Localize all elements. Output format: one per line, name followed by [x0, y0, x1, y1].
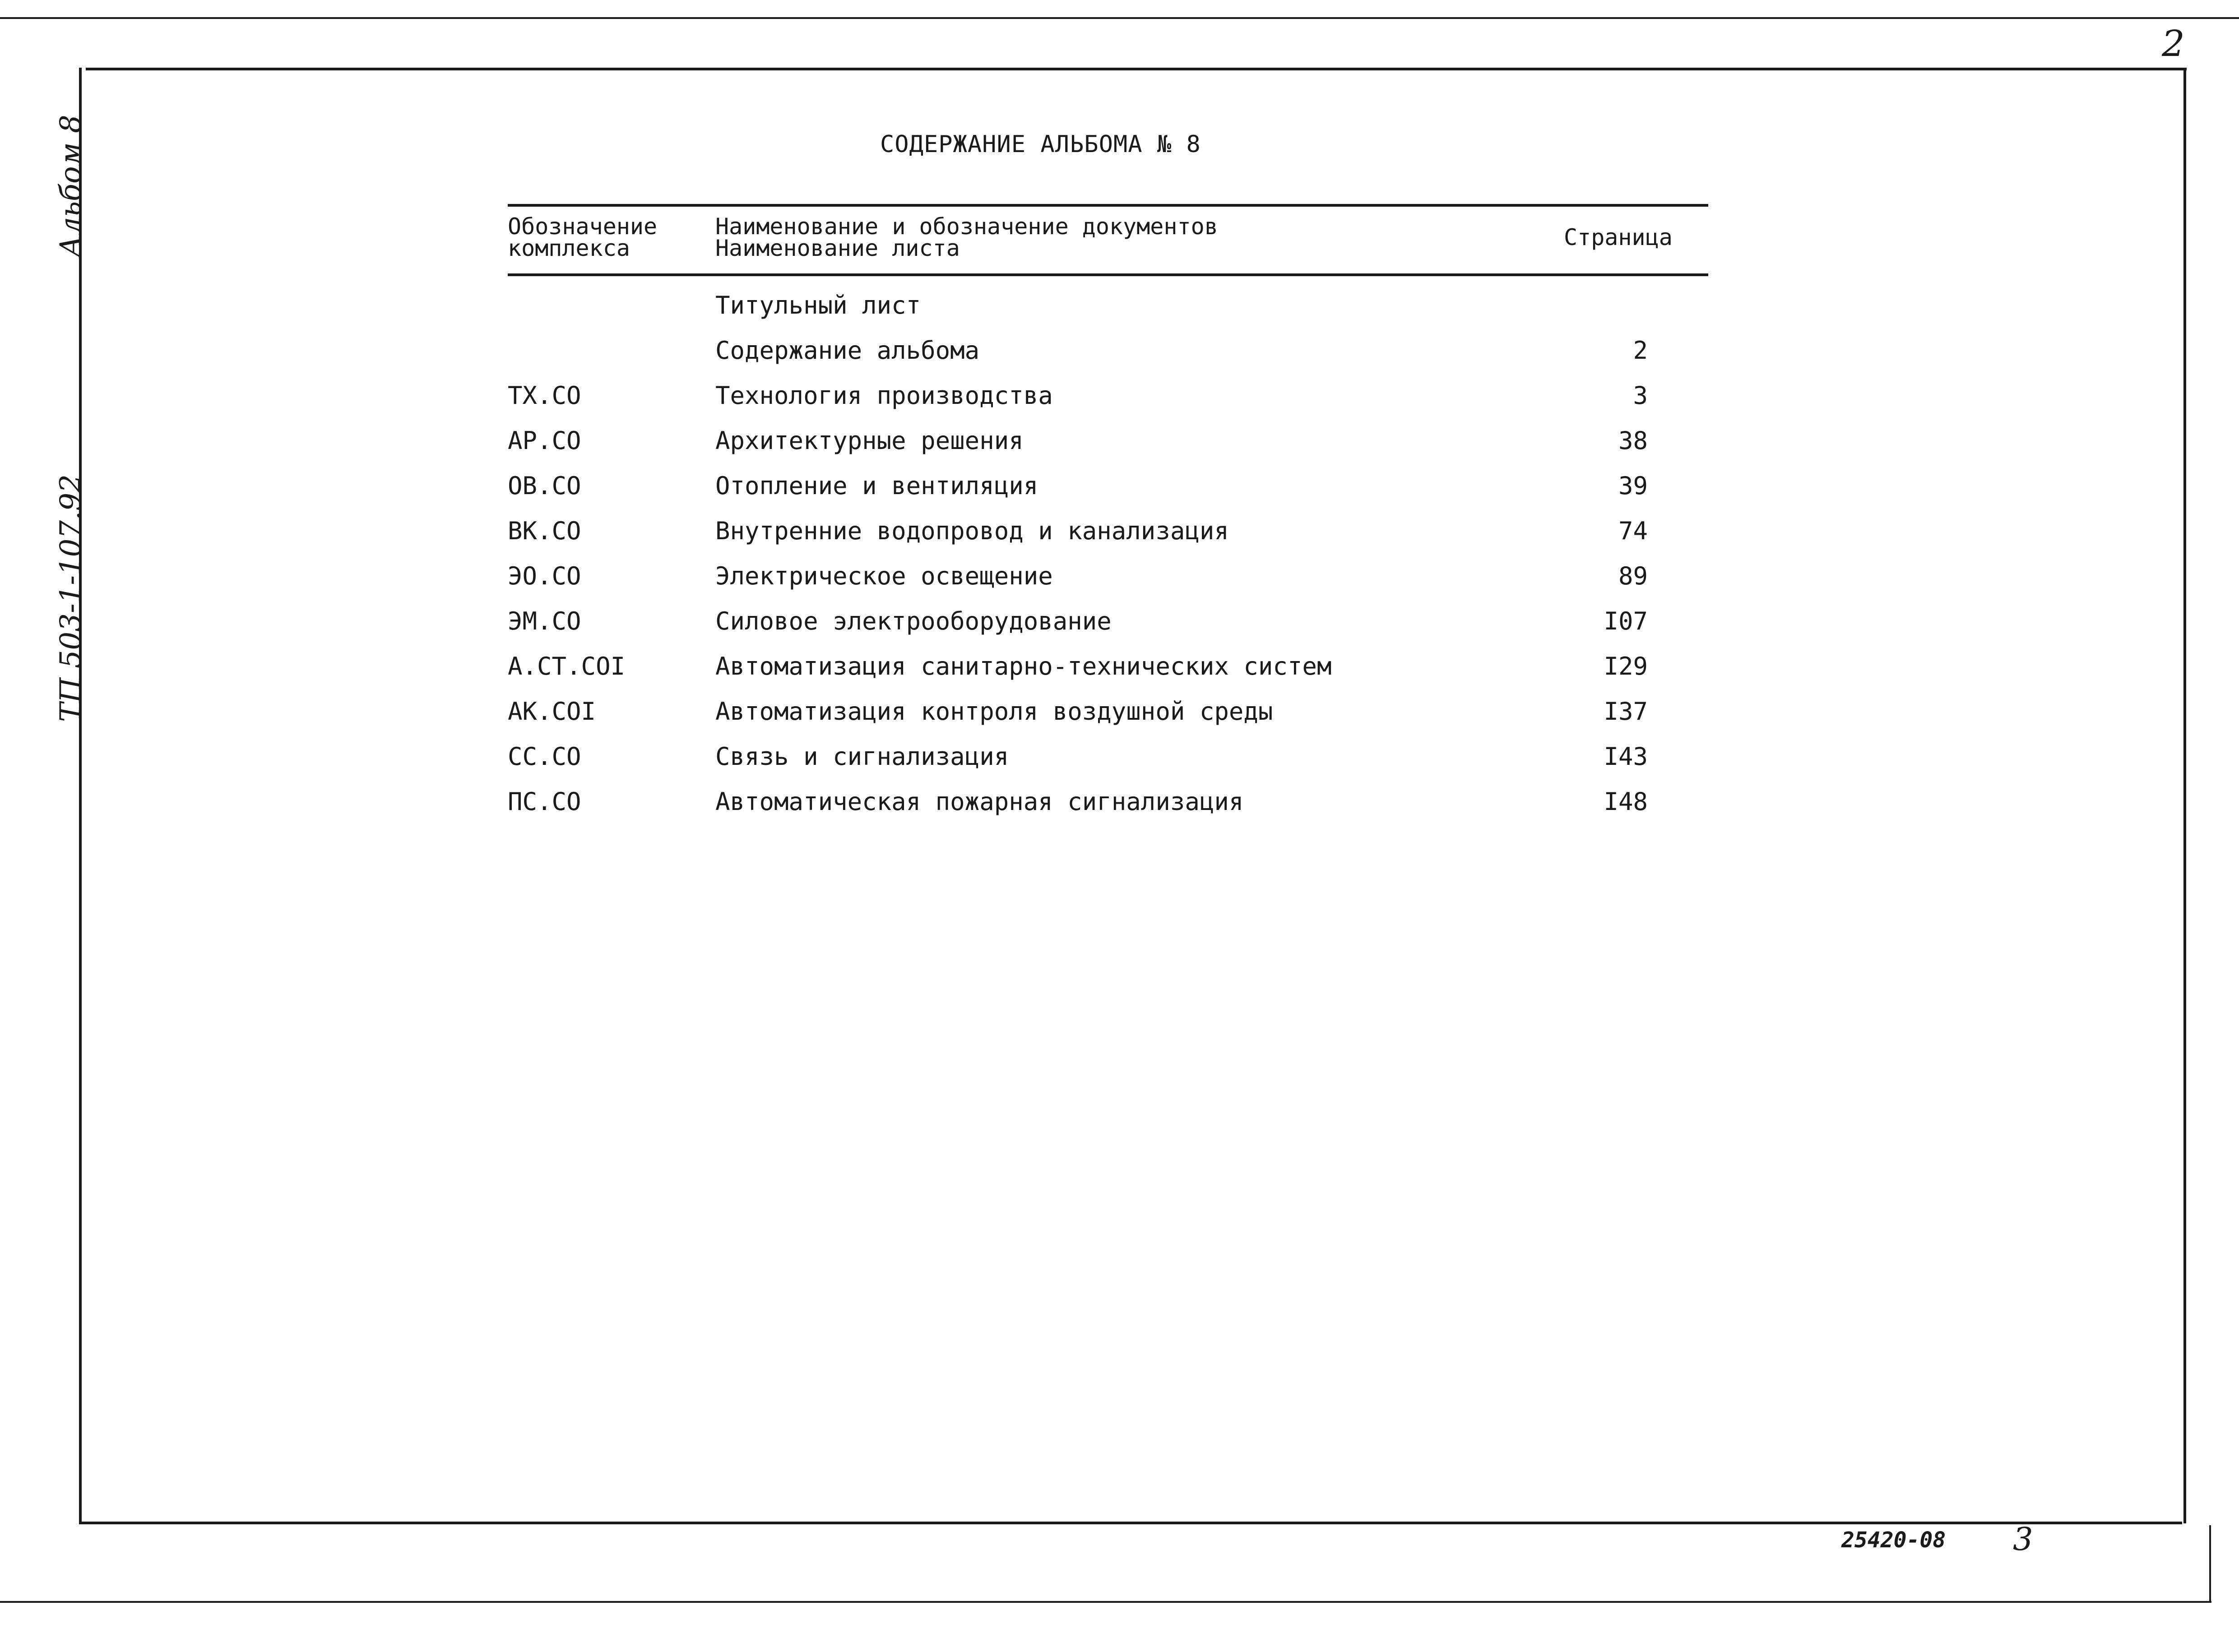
table-row	[0, 607, 2239, 652]
row-name: Автоматизация санитарно-технических систем	[715, 652, 1332, 680]
row-page: I43	[1604, 742, 1648, 771]
table-row	[0, 787, 2239, 833]
row-name: Связь и сигнализация	[715, 742, 1009, 771]
row-code: А.СТ.СОI	[508, 652, 626, 680]
table-row	[0, 291, 2239, 336]
row-page: I07	[1604, 607, 1648, 635]
row-page: I48	[1604, 787, 1648, 816]
row-name: Автоматизация контроля воздушной среды	[715, 697, 1273, 726]
row-code: ВК.СО	[508, 517, 581, 545]
row-name: Технология производства	[715, 381, 1053, 410]
table-row	[0, 652, 2239, 697]
row-code: АР.СО	[508, 426, 581, 455]
table-header-rule	[508, 273, 1708, 276]
row-page: I29	[1604, 652, 1648, 680]
row-code: ЭО.СО	[508, 562, 581, 590]
row-page: 89	[1618, 562, 1648, 590]
row-page: I37	[1604, 697, 1648, 726]
page-title: СОДЕРЖАНИЕ АЛЬБОМА № 8	[880, 131, 1201, 158]
row-name: Автоматическая пожарная сигнализация	[715, 787, 1244, 816]
inventory-number: 25420-08	[1841, 1527, 1946, 1553]
row-code: СС.СО	[508, 742, 581, 771]
bottom-edge-line	[0, 1601, 2211, 1603]
row-page: 74	[1618, 517, 1648, 545]
header-name	[715, 213, 1218, 261]
row-code: ЭМ.СО	[508, 607, 581, 635]
table-row	[0, 517, 2239, 562]
frame-bottom	[79, 1522, 2182, 1524]
frame-top	[86, 68, 2187, 70]
header-designation-line2: комплекса	[508, 235, 630, 261]
table-row	[0, 381, 2239, 426]
row-name: Титульный лист	[715, 291, 921, 319]
row-code: ОВ.СО	[508, 472, 581, 500]
header-page: Страница	[1564, 224, 1673, 250]
album-label: Альбом 8	[54, 115, 88, 257]
row-name: Электрическое освещение	[715, 562, 1053, 590]
row-name: Внутренние водопровод и канализация	[715, 517, 1229, 545]
top-edge-line	[0, 17, 2239, 19]
row-page: 3	[1633, 381, 1648, 410]
table-row	[0, 426, 2239, 472]
row-page: 2	[1633, 336, 1648, 365]
row-page: 39	[1618, 472, 1648, 500]
row-code: ТХ.СО	[508, 381, 581, 410]
row-code: АК.СОI	[508, 697, 596, 726]
table-row	[0, 562, 2239, 607]
header-name-line2: Наименование листа	[715, 235, 960, 261]
table-row	[0, 336, 2239, 381]
header-designation-line1: Обозначение	[508, 213, 658, 240]
footer-page-mark: 3	[2013, 1521, 2033, 1558]
table-row	[0, 697, 2239, 742]
row-name: Отопление и вентиляция	[715, 472, 1038, 500]
header-designation	[508, 213, 658, 261]
sheet-number: 2	[2162, 23, 2185, 65]
row-name: Содержание альбома	[715, 336, 980, 365]
right-edge-line	[2209, 1525, 2211, 1602]
table-row	[0, 742, 2239, 787]
row-code: ПС.СО	[508, 787, 581, 816]
row-page: 38	[1618, 426, 1648, 455]
row-name: Силовое электрооборудование	[715, 607, 1112, 635]
row-name: Архитектурные решения	[715, 426, 1024, 455]
table-row	[0, 472, 2239, 517]
header-name-line1: Наименование и обозначение документов	[715, 213, 1218, 240]
table-top-rule	[508, 204, 1708, 207]
project-code-label: ТП 503-1-107.92	[54, 474, 88, 722]
